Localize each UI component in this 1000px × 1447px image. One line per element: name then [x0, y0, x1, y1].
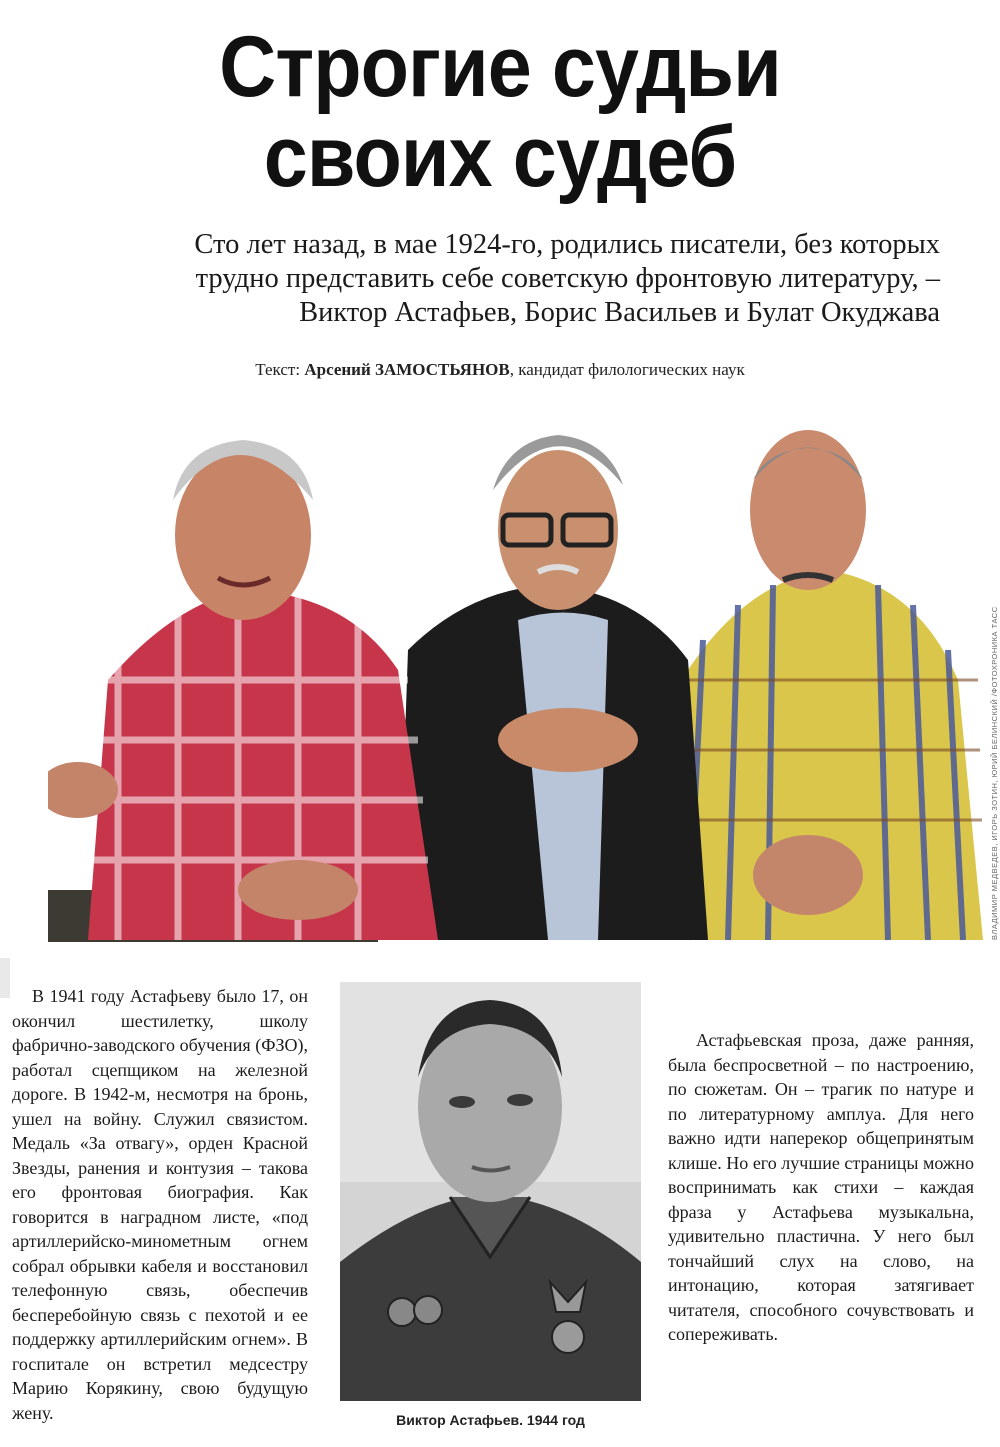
- photo-credit: ВЛАДИМИР МЕДВЕДЕВ, ИГОРЬ ЗОТИН, ЮРИЙ БЕЛИНСКИЙ /ФОТОХРОНИКА ТАСС: [990, 606, 999, 940]
- left-column-text: В 1941 году Астафьеву было 17, он окончил шестилетку, школу фабрично-заводского обучения (ФЗО), работал сцепщиком на железной дороге. В 1942-м, несмотря на бронь, ушел на войну. Служил связистом. Медаль «За отвагу», орден Красной Звезды, ранения и контузия – такова его фронтовая биография. Как говорится в наградном листе, «под артиллерийско-минометным огнем собрал обрывки кабеля и восстановил телефонную связь, обеспечив бесперебойную связь с пехотой и ее поддержку артиллерийским огнем». В госпитале он встретил медсестру Марию Корякину, свою будущую жену.: [12, 986, 308, 1423]
- title-line-1: Строгие судьи: [219, 19, 781, 115]
- page-title: [40, 19, 960, 205]
- writer-left-figure: [48, 440, 438, 940]
- page-edge-mark: [0, 958, 10, 998]
- subtitle: [60, 228, 940, 330]
- astafyev-portrait-illustration: [340, 982, 641, 1401]
- byline-label: Текст:: [255, 360, 301, 379]
- right-column-text: Астафьевская проза, даже ранняя, была беспросветной – по настроению, по сюжетам. Он – трагик по натуре и по литературному амплуа. Для него важно идти наперекор общепринятым клише. Но его лучшие страницы можно воспринимать как стихи – каждая фраза у Астафьева музыкальна, удивительно пластична. У него был тончайший слух на слово, на интонацию, которая затягивает читателя, способного сочувствовать и сопереживать.: [668, 1030, 974, 1344]
- portrait-photo: [340, 982, 641, 1401]
- byline: [0, 360, 1000, 380]
- writer-middle-figure: [398, 435, 708, 940]
- title-line-2: своих судеб: [263, 109, 737, 205]
- portrait-caption: Виктор Астафьев. 1944 год: [396, 1412, 585, 1428]
- subtitle-line-1: Сто лет назад, в мае 1924-го, родились писатели, без которых: [194, 229, 940, 260]
- subtitle-line-2: трудно представить себе советскую фронтовую литературу, –: [195, 263, 940, 294]
- byline-credentials: , кандидат филологических наук: [509, 360, 745, 379]
- byline-author: Арсений ЗАМОСТЬЯНОВ: [304, 360, 510, 379]
- writer-right-figure: [668, 430, 983, 940]
- writers-photo-illustration: [48, 420, 988, 942]
- hero-photo: [48, 420, 988, 942]
- subtitle-line-3: Виктор Астафьев, Борис Васильев и Булат Окуджава: [299, 297, 940, 328]
